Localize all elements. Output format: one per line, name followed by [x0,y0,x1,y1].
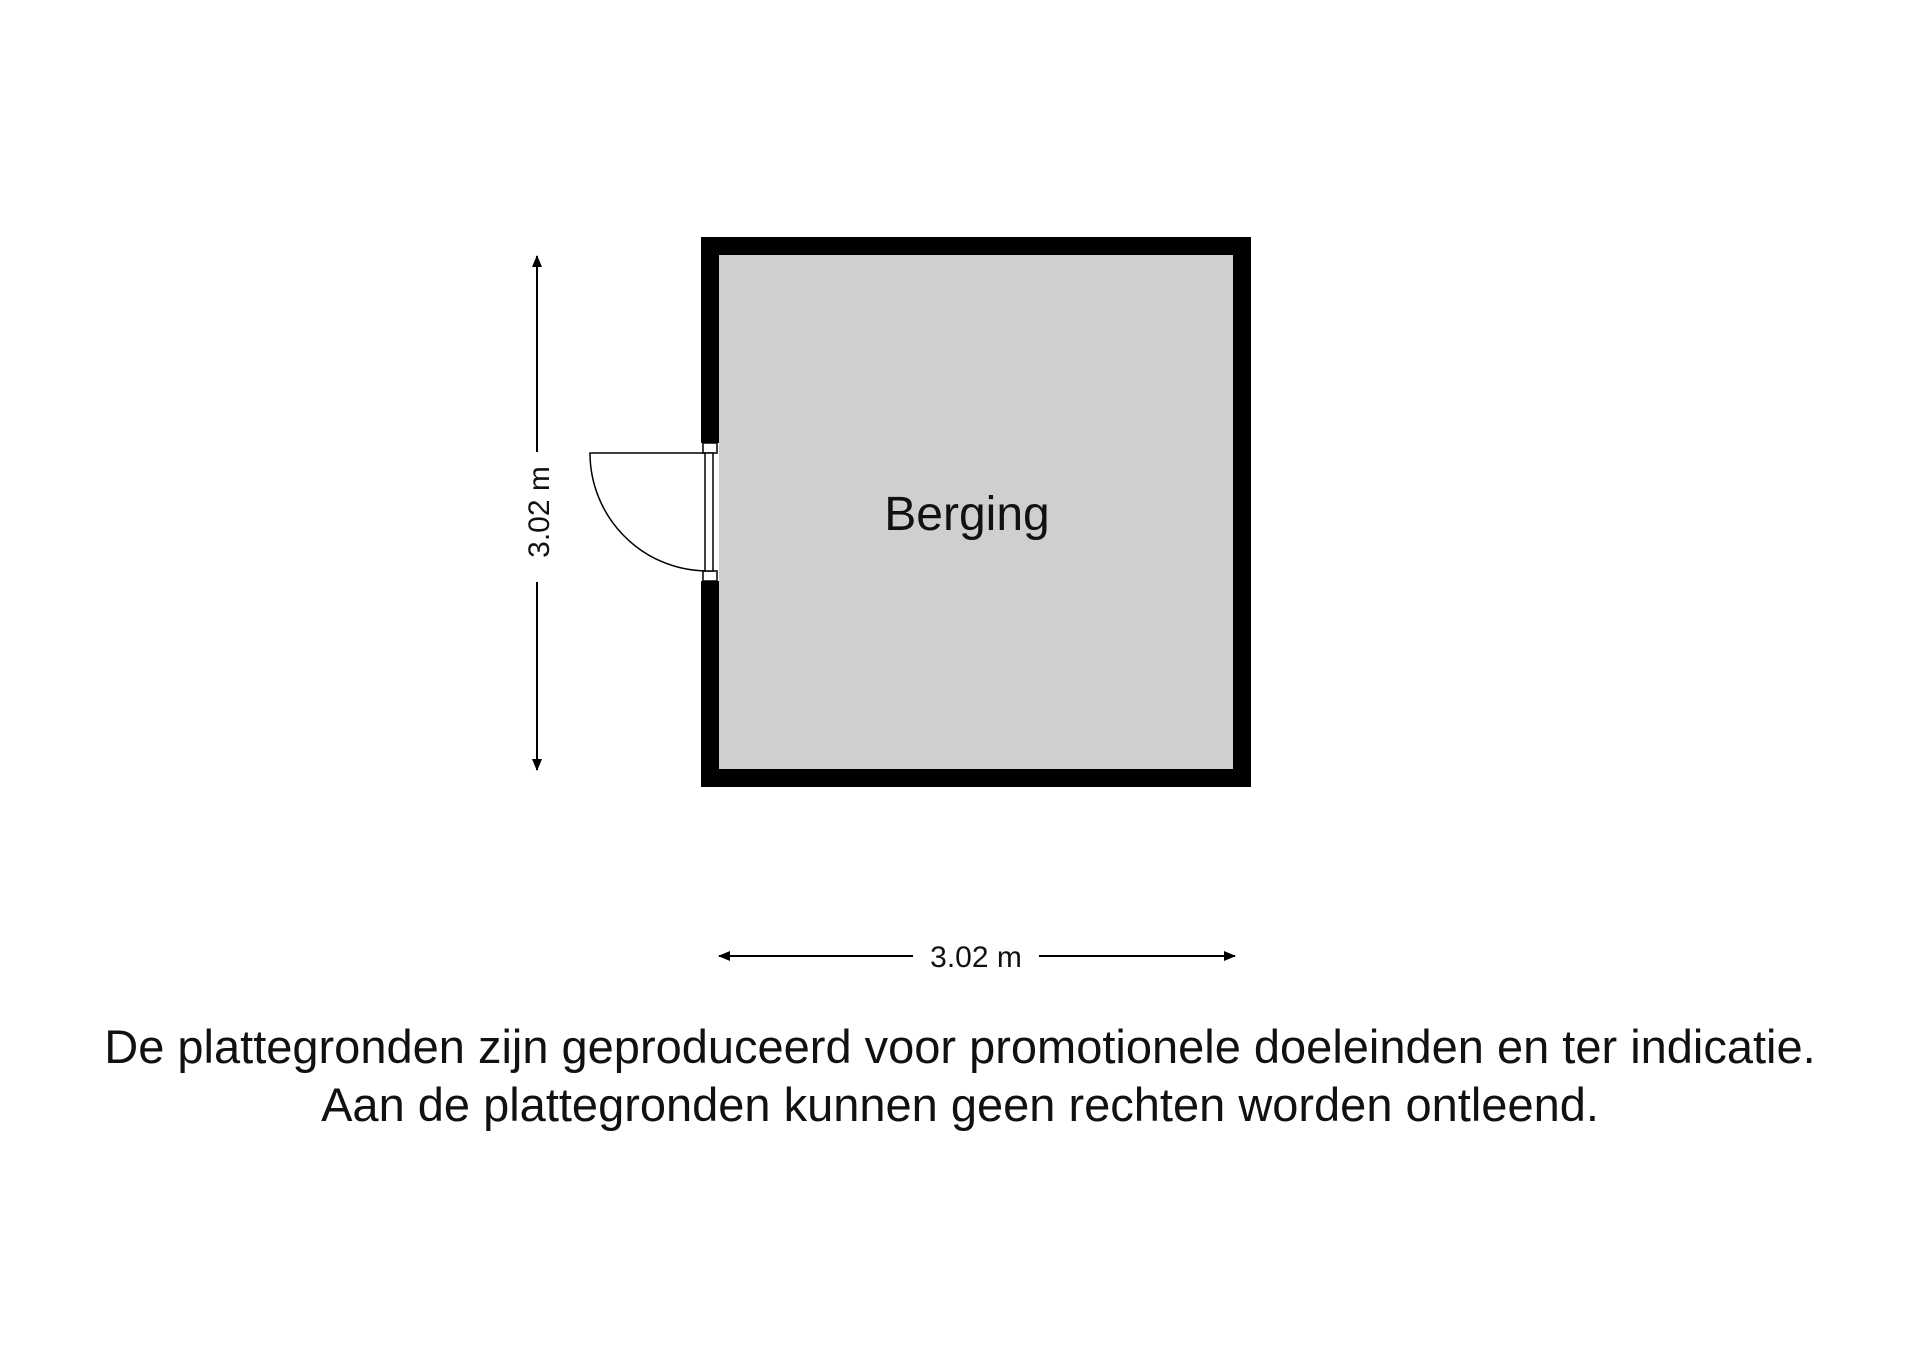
door-swing-arc [590,453,705,571]
room-name-label: Berging [884,488,1050,541]
depth-dimension-label: 3.02 m [523,466,556,558]
disclaimer-line-1: De plattegronden zijn geproduceerd voor promotionele doeleinden en ter indicatie. [104,1020,1816,1073]
disclaimer-line-2: Aan de plattegronden kunnen geen rechten worden ontleend. [321,1078,1599,1131]
door-frame-top [703,443,717,453]
door-leaf [705,453,713,571]
disclaimer [0,1018,1920,1134]
width-dimension-label: 3.02 m [930,941,1022,974]
door-frame-bottom [703,571,717,581]
